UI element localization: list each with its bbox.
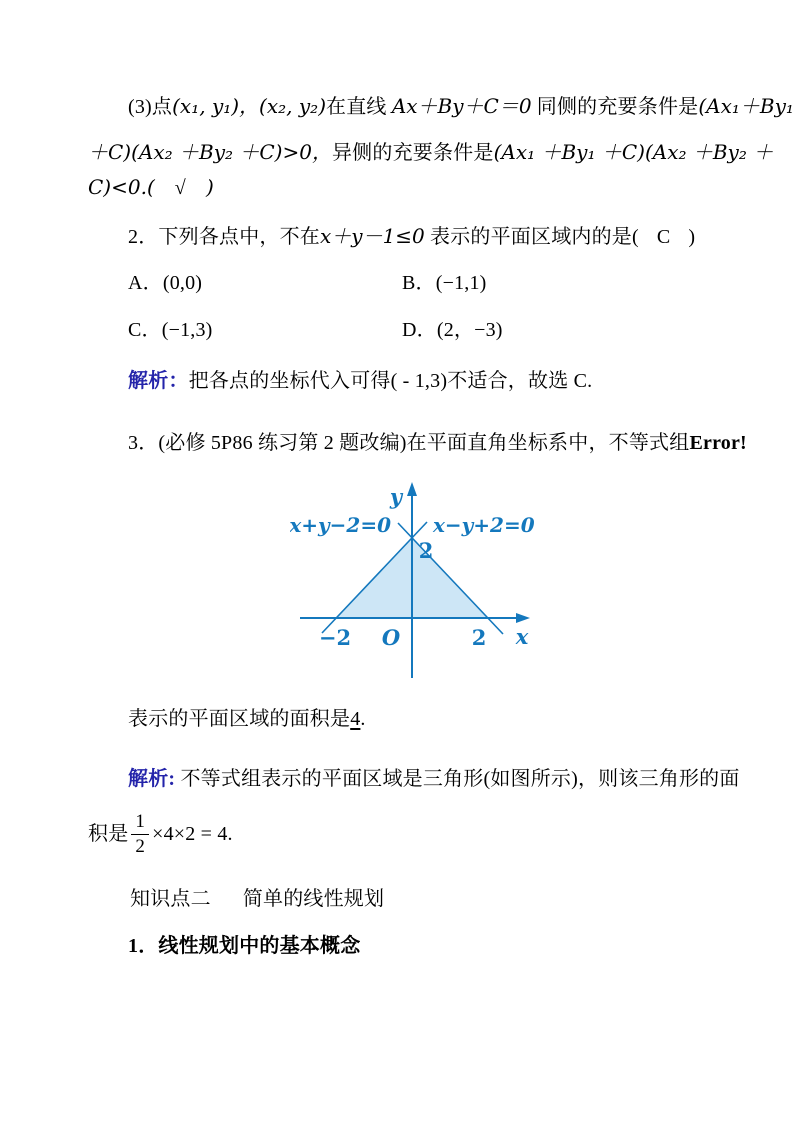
kp2-label: 知识点二	[130, 888, 211, 910]
knowledge-point-2-heading	[130, 886, 384, 913]
question-2	[128, 223, 695, 251]
q2-close: )	[688, 226, 696, 248]
item3-l1-math2: Ax＋By＋C＝0	[391, 94, 532, 118]
item3-l1-math1: (x₁, y₁)，(x₂, y₂)	[172, 94, 326, 118]
item3-l1-prefix: (3)点	[128, 96, 173, 118]
item3-l1-math3: (Ax₁＋By₁	[698, 94, 794, 118]
item3-l1-mid: 在直线	[326, 96, 392, 118]
item3-l3-close: )	[205, 175, 214, 199]
q2-option-d: D．(2，−3)	[402, 319, 503, 341]
item3-l2-cn: 异侧的充要条件是	[331, 142, 494, 164]
fraction-numerator: 1	[131, 812, 149, 835]
x-axis-arrow	[516, 613, 530, 623]
item3-line1	[128, 93, 794, 121]
y-axis-label: y	[389, 484, 403, 509]
q3-error-field: Error!	[689, 432, 747, 454]
q2-option-a: A．(0,0)	[128, 272, 203, 294]
q3-analysis-continued	[88, 806, 233, 862]
q2-option-b: B．(−1,1)	[402, 272, 487, 294]
fraction-denominator: 2	[135, 835, 146, 857]
item3-line2	[88, 139, 773, 167]
q3-answer: 4	[350, 708, 361, 730]
q2-analysis-text: 把各点的坐标代入可得( - 1,3)不适合，故选 C.	[188, 370, 593, 392]
equation-right-label: x−y+2=0	[433, 513, 535, 537]
left-tick-label: −2	[318, 625, 352, 650]
analysis-label: 解析：	[128, 370, 189, 392]
q3-cont-post: ×4×2 = 4.	[152, 822, 233, 845]
q3-area-statement	[128, 706, 366, 733]
concept-heading: 1．线性规划中的基本概念	[128, 935, 361, 957]
equation-left-label: x+y−2=0	[290, 513, 391, 537]
x-axis-label: x	[515, 624, 529, 649]
item3-l1-mid2: 同侧的充要条件是	[531, 96, 699, 118]
analysis-label-2: 解析:	[128, 768, 176, 790]
right-tick-label: 2	[471, 625, 487, 650]
q3-after-pre: 表示的平面区域的面积是	[128, 708, 351, 730]
fraction-one-half	[131, 812, 149, 857]
item3-line3	[88, 174, 214, 202]
apex-tick-label: 2	[418, 538, 434, 563]
q2-analysis	[128, 368, 592, 395]
q3-head: 3．(必修 5P86 练习第 2 题改编)在平面直角坐标系中，不等式组	[128, 432, 690, 454]
figure-triangle-region	[290, 476, 548, 695]
kp2-title: 简单的线性规划	[242, 888, 385, 910]
q2-answer: C	[656, 226, 671, 248]
q2-inequality: x＋y－1≤0	[320, 224, 425, 248]
item3-l2-math2: (Ax₁ ＋By₁ ＋C)(Ax₂ ＋By₂ ＋	[493, 140, 774, 164]
q2-head: 2．下列各点中，不在	[128, 226, 320, 248]
checkmark: √	[174, 177, 186, 199]
item3-l2-math1: ＋C)(Ax₂ ＋By₂ ＋C)>0，	[88, 140, 332, 164]
origin-label: O	[381, 625, 401, 650]
coordinate-plot	[290, 476, 548, 690]
q2-option-c: C．(−1,3)	[128, 319, 213, 341]
question-3	[128, 430, 747, 457]
q2-tail: 表示的平面区域内的是(	[424, 226, 639, 248]
q3-cont-pre: 积是	[88, 822, 129, 845]
q3-analysis	[128, 766, 740, 793]
y-axis-arrow	[407, 482, 417, 496]
q3-analysis-text: 不等式组表示的平面区域是三角形(如图所示)，则该三角形的面	[175, 768, 740, 790]
q3-after-post: .	[360, 708, 366, 730]
item3-l3-math: C)<0.(	[88, 175, 155, 199]
